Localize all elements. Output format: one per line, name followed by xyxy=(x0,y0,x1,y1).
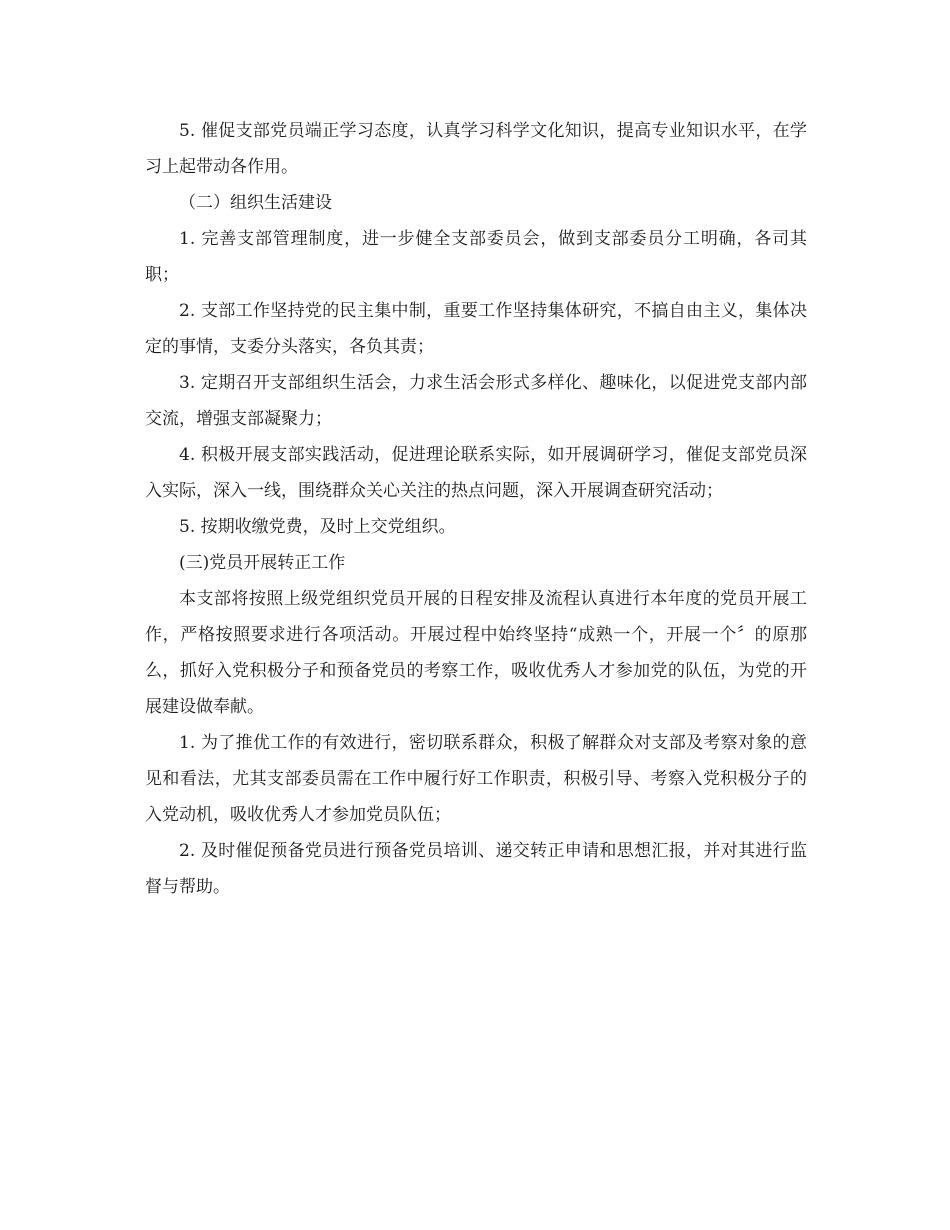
paragraph-item-4-practice: 4. 积极开展支部实践活动，促进理论联系实际，如开展调研学习，催促支部党员深入实际，深入一线，围绕群众关心关注的热点问题，深入开展调查研究活动； xyxy=(145,445,807,501)
paragraph-item-2-democratic-centralism: 2. 支部工作坚持党的民主集中制，重要工作坚持集体研究，不搞自由主义，集体决定的事情，支委分头落实，各负其责； xyxy=(145,301,807,357)
paragraph-item-5-study: 5. 催促支部党员端正学习态度，认真学习科学文化知识，提高专业知识水平，在学习上起带动各作用。 xyxy=(145,121,807,177)
paragraph-item-3-life-meeting: 3. 定期召开支部组织生活会，力求生活会形式多样化、趣味化，以促进党支部内部交流，增强支部凝聚力； xyxy=(145,373,807,429)
section-heading-organization-life: （二）组织生活建设 xyxy=(179,193,332,213)
paragraph-item-1-management: 1. 完善支部管理制度，进一步健全支部委员会，做到支部委员分工明确，各司其职； xyxy=(145,229,807,285)
section-heading-member-development: (三)党员开展转正工作 xyxy=(179,553,346,573)
document-body xyxy=(145,113,807,905)
paragraph-item-5-dues: 5. 按期收缴党费，及时上交党组织。 xyxy=(179,517,456,537)
paragraph-item-2-probationary: 2. 及时催促预备党员进行预备党员培训、递交转正申请和思想汇报，并对其进行监督与帮助。 xyxy=(145,841,807,897)
paragraph-development-intro: 本支部将按照上级党组织党员开展的日程安排及流程认真进行本年度的党员开展工作，严格按照要求进行各项活动。开展过程中始终坚持“成熟一个，开展一个〞的原那么，抓好入党积极分子和预备党员的考察工作，吸收优秀人才参加党的队伍，为党的开展建设做奉献。 xyxy=(145,589,807,717)
paragraph-item-1-recommendation: 1. 为了推优工作的有效进行，密切联系群众，积极了解群众对支部及考察对象的意见和看法，尤其支部委员需在工作中履行好工作职责，积极引导、考察入党积极分子的入党动机，吸收优秀人才参加党员队伍； xyxy=(145,733,807,825)
